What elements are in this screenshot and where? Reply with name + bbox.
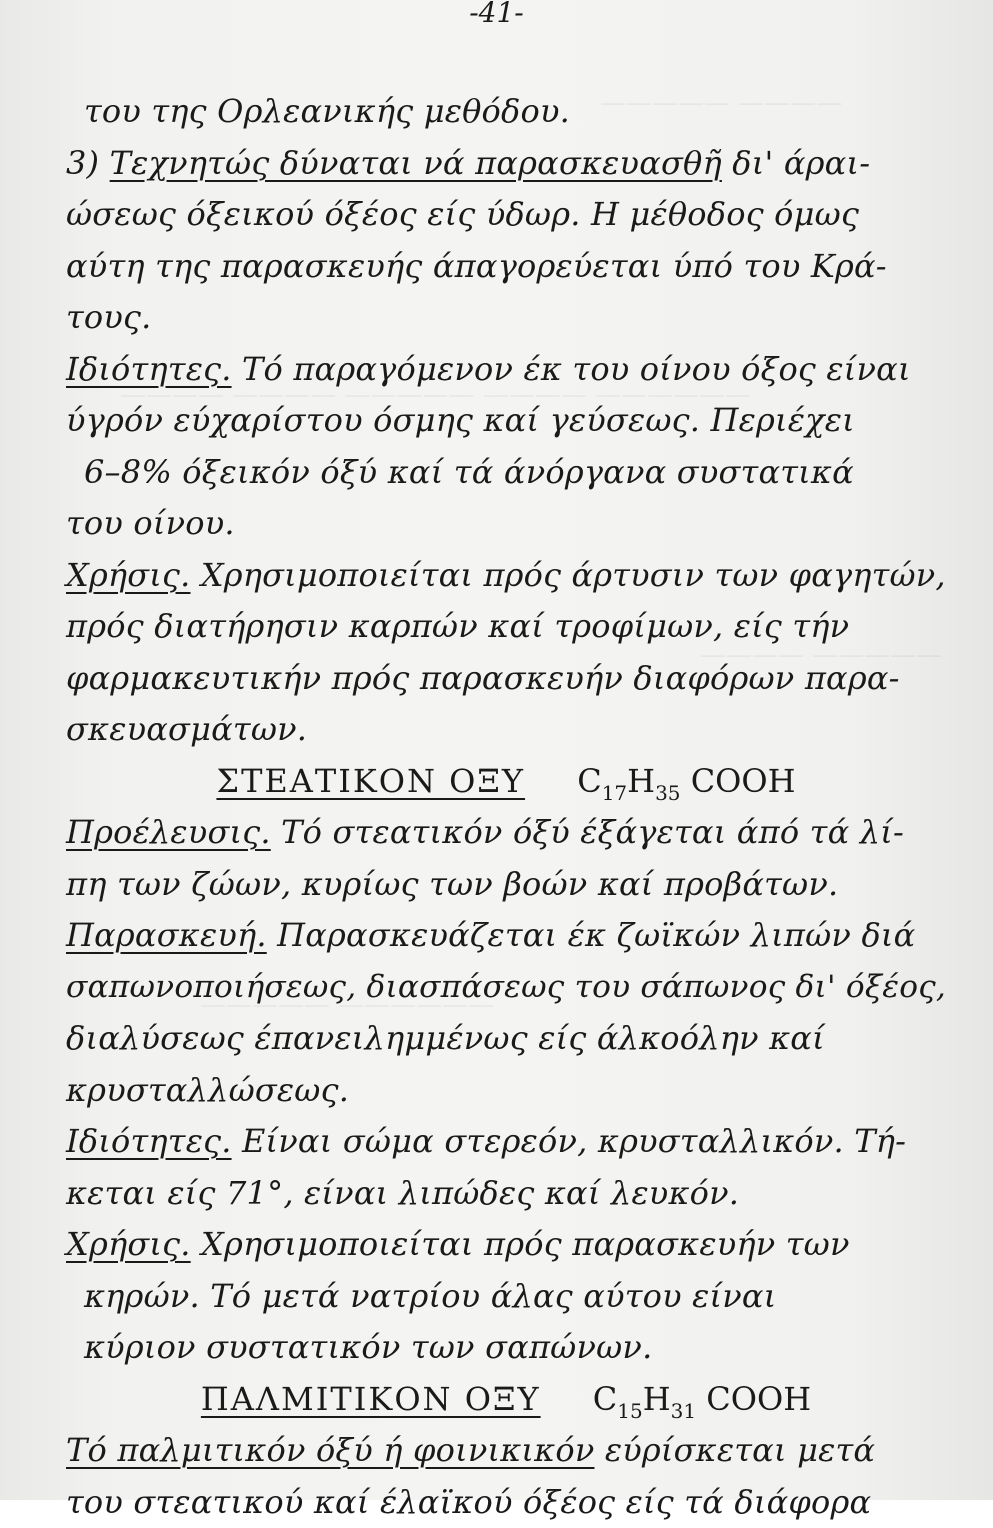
palmitic-acid-heading (66, 1374, 946, 1426)
palmitic-acid-title: ΠΑΛΜΙΤΙΚΟΝ ΟΞΥ (201, 1380, 541, 1418)
text-line: του της Ορλεανικής μεθόδου. (66, 86, 946, 138)
text-line: Προέλευσις. Τό στεατικόν όξύ έξάγεται άπό τά λί- (66, 807, 946, 859)
palmitic-acid-formula: $C_{15}H_{31}$ COOH (593, 1380, 811, 1418)
text-line: πρός διατήρησιν καρπών καί τροφίμων, είς τήν (66, 601, 946, 653)
text-line: του στεατικού καί έλαϊκού όξέος είς τά διάφορα (66, 1477, 946, 1528)
text-line: σκευασμάτων. (66, 704, 946, 756)
text-line: Τό παλμιτικόν όξύ ή φοινικικόν εύρίσκεται μετά (66, 1425, 946, 1477)
section-label: Παρασκευή. (66, 916, 267, 954)
text-line: Ιδιότητες. Τό παραγόμενον έκ του οίνου όξος είναι (66, 344, 946, 396)
text-line: φαρμακευτικήν πρός παρασκευήν διαφόρων παρα- (66, 653, 946, 705)
text-line: κύριον συστατικόν των σαπώνων. (66, 1322, 946, 1374)
text-line: του οίνου. (66, 498, 946, 550)
text-line: Ιδιότητες. Είναι σώμα στερεόν, κρυσταλλικόν. Τή- (66, 1116, 946, 1168)
text-line: κρυσταλλώσεως. (66, 1065, 946, 1117)
text-line: Χρήσις. Χρησιμοποιείται πρός άρτυσιν των φαγητών, (66, 550, 946, 602)
stearic-acid-title: ΣΤΕΑΤΙΚΟΝ ΟΞΥ (216, 762, 525, 800)
section-label: Χρήσις. (66, 1225, 191, 1263)
stearic-acid-formula: $C_{17}H_{35}$ COOH (577, 762, 795, 800)
text-line: 6–8% όξεικόν όξύ καί τά άνόργανα συστατικά (66, 447, 946, 499)
text-line: διαλύσεως έπανειλημμένως είς άλκοόλην καί (66, 1013, 946, 1065)
section-label: Χρήσις. (66, 556, 190, 594)
page-number: -41- (0, 0, 993, 29)
text-line: σαπωνοποιήσεως, διασπάσεως του σάπωνος δι' όξέος, (66, 962, 946, 1014)
section-label: Ιδιότητες. (66, 1122, 232, 1160)
text-line: πη των ζώων, κυρίως των βοών καί προβάτων. (66, 859, 946, 911)
text-line: αύτη της παρασκευής άπαγορεύεται ύπό του Κρά- (66, 241, 946, 293)
underlined-phrase: Τό παλμιτικόν όξύ ή φοινικικόν (66, 1431, 594, 1469)
section-label: Προέλευσις. (66, 813, 271, 851)
stearic-acid-heading (66, 756, 946, 808)
text-line: Χρήσις. Χρησιμοποιείται πρός παρασκευήν των (66, 1219, 946, 1271)
text-line: Παρασκευή. Παρασκευάζεται έκ ζωϊκών λιπών διά (66, 910, 946, 962)
section-label: Ιδιότητες. (66, 350, 232, 388)
text-line: κηρών. Τό μετά νατρίου άλας αύτου είναι (66, 1271, 946, 1323)
text-line: τους. (66, 292, 946, 344)
text-line: ώσεως όξεικού όξέος είς ύδωρ. Η μέθοδος όμως (66, 189, 946, 241)
underlined-phrase: Τεχνητώς δύναται νά παρασκευασθῆ (110, 144, 722, 182)
text-line: 3) Τεχνητώς δύναται νά παρασκευασθῆ δι' άραι- (66, 138, 946, 190)
handwritten-text (66, 86, 946, 1528)
text-line: ύγρόν εύχαρίστου όσμης καί γεύσεως. Περιέχει (66, 395, 946, 447)
text-line: κεται είς 71°, είναι λιπώδες καί λευκόν. (66, 1168, 946, 1220)
